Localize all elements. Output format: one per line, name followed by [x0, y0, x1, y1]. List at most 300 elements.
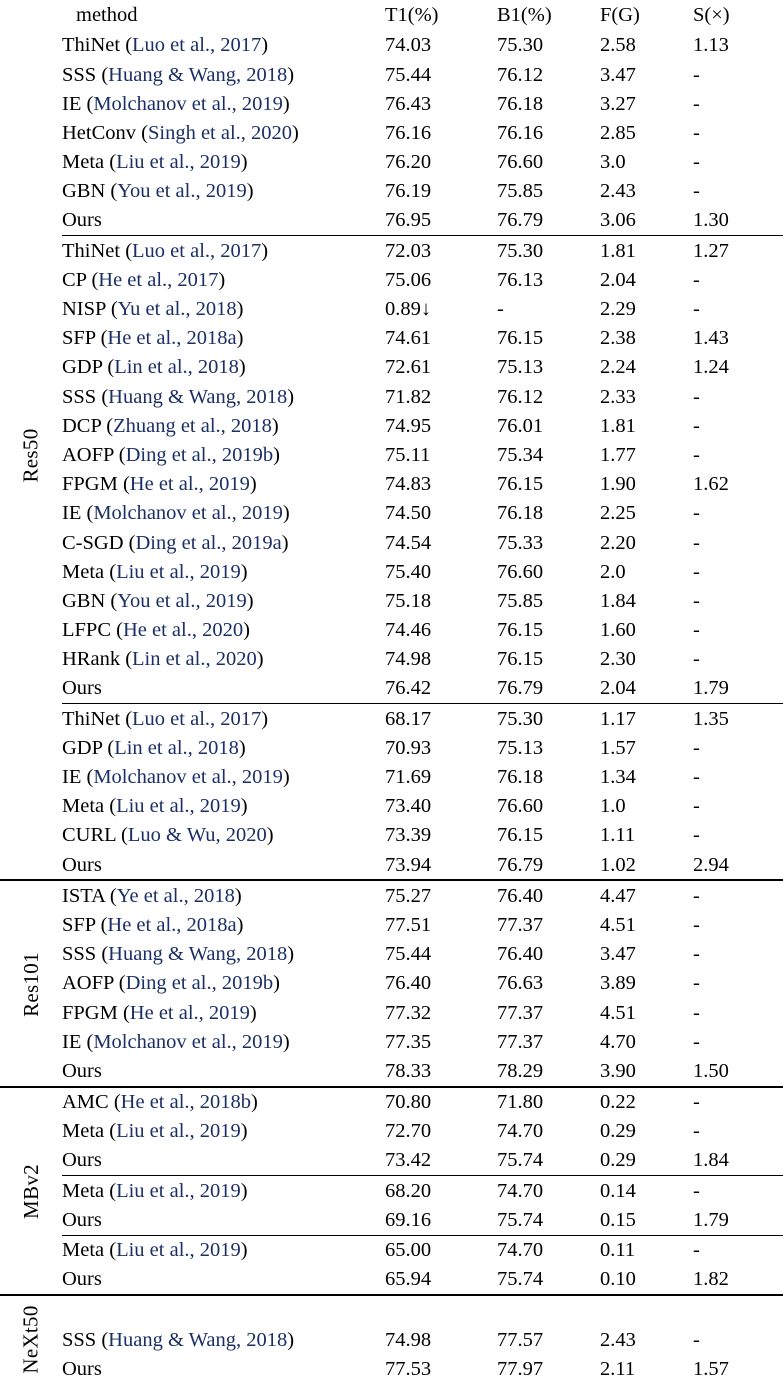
method-label: Ours	[62, 1208, 102, 1231]
citation-reference[interactable]: Liu et al., 2019	[116, 795, 241, 818]
citation-open-paren: (	[117, 1001, 130, 1024]
top1-accuracy: 77.35	[385, 1030, 432, 1053]
baseline-top1: 76.60	[497, 795, 544, 818]
citation-close-paren: )	[240, 1120, 248, 1143]
citation-reference[interactable]: Ding et al., 2019b	[125, 972, 274, 995]
method-label: FPGM	[62, 1001, 118, 1024]
flops-giga: 2.43	[600, 180, 636, 203]
citation-open-paren: (	[113, 972, 126, 995]
method-name	[62, 557, 385, 586]
method-label: SFP	[62, 327, 96, 350]
citation-open-paren: (	[123, 531, 136, 554]
citation-reference[interactable]: Molchanov et al., 2019	[93, 92, 283, 115]
group-label-text: MBv2	[18, 1163, 43, 1219]
citation-reference[interactable]: He et al., 2020	[122, 619, 244, 642]
speedup-factor: -	[693, 1239, 700, 1262]
table-row	[0, 499, 783, 528]
top1-accuracy	[385, 1296, 497, 1325]
method-label: ThiNet	[62, 707, 121, 730]
speedup-factor: 1.30	[693, 209, 729, 232]
citation-reference[interactable]: He et al., 2019	[129, 1001, 250, 1024]
flops-giga: 2.0	[600, 560, 626, 583]
method-name	[62, 969, 385, 998]
table-row	[0, 1296, 783, 1325]
table-row	[0, 353, 783, 382]
method-label: Ours	[62, 677, 102, 700]
speedup-factor: -	[693, 385, 700, 408]
citation-reference[interactable]: Luo et al., 2017	[132, 34, 262, 57]
flops-giga: 4.51	[600, 913, 636, 936]
citation-open-paren: (	[113, 443, 126, 466]
method-label: AOFP	[62, 972, 114, 995]
method-name	[62, 236, 385, 265]
flops-giga: 1.84	[600, 589, 636, 612]
citation-reference[interactable]: Liu et al., 2019	[116, 151, 241, 174]
citation-reference[interactable]: Ye et al., 2018	[116, 884, 235, 907]
top1-accuracy: 77.51	[385, 913, 432, 936]
citation-open-paren: (	[104, 151, 117, 174]
group-label-text: NeXt50	[18, 1305, 43, 1374]
baseline-top1: 76.18	[497, 502, 544, 525]
citation-open-paren: (	[95, 327, 108, 350]
method-label: Ours	[62, 209, 102, 232]
method-name	[62, 674, 385, 704]
citation-open-paren: (	[104, 795, 117, 818]
citation-close-paren: )	[246, 180, 254, 203]
baseline-top1: 76.18	[497, 92, 544, 115]
method-name	[62, 60, 385, 89]
citation-open-paren: (	[104, 1179, 117, 1202]
speedup-factor: 1.79	[693, 677, 729, 700]
table-row	[0, 1236, 783, 1265]
header-method: method	[76, 4, 138, 27]
method-name	[62, 1057, 385, 1087]
top1-accuracy: 74.03	[385, 34, 432, 57]
citation-close-paren: )	[261, 239, 269, 262]
baseline-top1	[497, 1296, 600, 1325]
group-label-cell	[0, 1057, 62, 1087]
top1-accuracy: 77.53	[385, 1357, 432, 1380]
method-name	[62, 353, 385, 382]
citation-reference[interactable]: He et al., 2018a	[107, 913, 237, 936]
speedup-factor: 1.24	[693, 356, 729, 379]
citation-close-paren: )	[282, 502, 290, 525]
table-row	[0, 295, 783, 324]
baseline-top1: 75.13	[497, 736, 544, 759]
citation-close-paren: )	[236, 327, 244, 350]
header-speedup: S(×)	[693, 4, 730, 27]
citation-close-paren: )	[266, 824, 274, 847]
group-label-cell	[0, 528, 62, 557]
table-head	[0, 0, 783, 31]
citation-close-paren: )	[249, 1001, 257, 1024]
flops-giga: 2.11	[600, 1357, 636, 1380]
speedup-factor: -	[693, 1091, 700, 1114]
baseline-top1: 77.37	[497, 1030, 544, 1053]
citation-reference[interactable]: Singh et al., 2020	[147, 121, 293, 144]
baseline-top1: 76.79	[497, 677, 544, 700]
group-label-cell	[0, 587, 62, 616]
table-row	[0, 587, 783, 616]
speedup-factor: -	[693, 531, 700, 554]
top1-accuracy: 72.03	[385, 239, 432, 262]
method-name	[62, 1354, 385, 1383]
method-label: Meta	[62, 1179, 105, 1202]
citation-open-paren: (	[108, 1091, 121, 1114]
method-name	[62, 850, 385, 880]
top1-accuracy: 73.94	[385, 853, 432, 876]
citation-close-paren: )	[271, 414, 279, 437]
citation-reference[interactable]: Molchanov et al., 2019	[93, 1030, 283, 1053]
top1-accuracy: 78.33	[385, 1059, 432, 1082]
group-label-cell	[0, 470, 62, 499]
group-label-cell	[0, 1206, 62, 1236]
table-row	[0, 1027, 783, 1056]
group-label-cell	[0, 353, 62, 382]
table-row	[0, 148, 783, 177]
top1-accuracy: 74.50	[385, 502, 432, 525]
baseline-top1: 76.60	[497, 560, 544, 583]
top1-accuracy: 70.93	[385, 736, 432, 759]
citation-reference[interactable]: Yu et al., 2018	[117, 298, 237, 321]
citation-reference[interactable]: Liu et al., 2019	[116, 1239, 241, 1262]
citation-open-paren: (	[120, 648, 133, 671]
speedup-factor: 1.27	[693, 239, 729, 262]
citation-reference[interactable]: Liu et al., 2019	[116, 560, 241, 583]
speedup-factor: 1.84	[693, 1149, 729, 1172]
top1-accuracy: 77.32	[385, 1001, 432, 1024]
citation-close-paren: )	[236, 913, 244, 936]
citation-open-paren: (	[81, 766, 94, 789]
speedup-factor: -	[693, 795, 700, 818]
citation-reference[interactable]: Lin et al., 2020	[132, 648, 257, 671]
speedup-factor: -	[693, 619, 700, 642]
group-label-cell	[0, 616, 62, 645]
citation-open-paren: (	[117, 473, 130, 496]
citation-reference[interactable]: Zhuang et al., 2018	[113, 414, 272, 437]
citation-reference[interactable]: You et al., 2019	[117, 180, 247, 203]
flops-giga: 2.33	[600, 385, 636, 408]
method-name	[62, 411, 385, 440]
group-label-cell	[0, 645, 62, 674]
table-row	[0, 1146, 783, 1176]
citation-close-paren: )	[282, 92, 290, 115]
group-label-cell	[0, 792, 62, 821]
method-label: Meta	[62, 151, 105, 174]
method-name	[62, 148, 385, 177]
table-row	[0, 704, 783, 733]
group-label-cell	[0, 148, 62, 177]
flops-giga: 0.14	[600, 1179, 636, 1202]
method-label: IE	[62, 502, 82, 525]
top1-accuracy: 73.39	[385, 824, 432, 847]
table-row	[0, 940, 783, 969]
speedup-factor: 1.13	[693, 34, 729, 57]
citation-close-paren: )	[246, 589, 254, 612]
flops-giga: 3.06	[600, 209, 636, 232]
table-row	[0, 31, 783, 60]
flops-giga: 1.90	[600, 473, 636, 496]
citation-reference[interactable]: Luo et al., 2017	[132, 239, 262, 262]
speedup-factor: 1.50	[693, 1059, 729, 1082]
flops-giga: 2.30	[600, 648, 636, 671]
flops-giga: 3.47	[600, 943, 636, 966]
citation-close-paren: )	[256, 648, 264, 671]
flops-giga: 0.29	[600, 1120, 636, 1143]
baseline-top1: 75.13	[497, 356, 544, 379]
citation-reference[interactable]: Huang & Wang, 2018	[108, 1328, 288, 1351]
citation-close-paren: )	[251, 1091, 258, 1114]
citation-open-paren: (	[104, 560, 117, 583]
citation-open-paren: (	[120, 34, 133, 57]
baseline-top1: 75.85	[497, 180, 544, 203]
method-name	[62, 382, 385, 411]
citation-close-paren: )	[287, 943, 295, 966]
method-label: CP	[62, 268, 87, 291]
group-label-cell	[0, 499, 62, 528]
method-name	[62, 616, 385, 645]
table-row	[0, 119, 783, 148]
citation-open-paren: (	[81, 502, 94, 525]
table-row	[0, 177, 783, 206]
baseline-top1: 76.15	[497, 327, 544, 350]
method-label: Meta	[62, 795, 105, 818]
method-name	[62, 704, 385, 733]
method-label: SSS	[62, 385, 97, 408]
group-label-cell	[0, 31, 62, 60]
citation-reference[interactable]: Liu et al., 2019	[116, 1179, 241, 1202]
baseline-top1: 76.63	[497, 972, 544, 995]
method-label: IE	[62, 766, 82, 789]
flops-giga: 4.70	[600, 1030, 636, 1053]
method-label: ISTA	[62, 884, 105, 907]
baseline-top1: 76.40	[497, 943, 544, 966]
method-name	[62, 1206, 385, 1236]
top1-accuracy: 74.61	[385, 327, 432, 350]
top1-accuracy: 74.98	[385, 1328, 432, 1351]
flops-giga: 2.24	[600, 356, 636, 379]
method-name	[62, 177, 385, 206]
flops-giga: 1.81	[600, 239, 636, 262]
group-label-cell	[0, 1265, 62, 1295]
table-row	[0, 1057, 783, 1087]
group-label-cell	[0, 1354, 62, 1383]
table-row	[0, 206, 783, 236]
baseline-top1: 75.34	[497, 443, 544, 466]
method-label: FPGM	[62, 473, 118, 496]
flops-giga	[600, 1296, 693, 1325]
citation-close-paren: )	[218, 268, 226, 291]
method-label: Meta	[62, 1239, 105, 1262]
group-label-cell	[0, 441, 62, 470]
top1-accuracy: 76.40	[385, 972, 432, 995]
baseline-top1: 78.29	[497, 1059, 544, 1082]
flops-giga: 0.22	[600, 1091, 636, 1114]
speedup-factor: -	[693, 560, 700, 583]
top1-accuracy: 75.40	[385, 560, 432, 583]
baseline-top1: 76.18	[497, 766, 544, 789]
flops-giga: 2.25	[600, 502, 636, 525]
group-label-cell	[0, 119, 62, 148]
baseline-top1: 76.01	[497, 414, 544, 437]
top1-accuracy: 74.54	[385, 531, 432, 554]
top1-accuracy: 76.20	[385, 151, 432, 174]
citation-open-paren: (	[136, 121, 148, 144]
citation-reference[interactable]: Luo et al., 2017	[132, 707, 262, 730]
method-name	[62, 734, 385, 763]
method-label: SSS	[62, 1328, 97, 1351]
group-label-cell	[0, 1088, 62, 1117]
citation-reference[interactable]: Lin et al., 2018	[114, 356, 239, 379]
table-row	[0, 557, 783, 586]
group-label-cell	[0, 177, 62, 206]
group-label-cell	[0, 206, 62, 236]
citation-reference[interactable]: Ding et al., 2019a	[135, 531, 282, 554]
group-label-cell	[0, 674, 62, 704]
flops-giga: 1.81	[600, 414, 636, 437]
speedup-factor: -	[693, 913, 700, 936]
baseline-top1: 74.70	[497, 1120, 544, 1143]
citation-reference[interactable]: He et al., 2018b	[120, 1091, 252, 1114]
table-row	[0, 324, 783, 353]
citation-close-paren: )	[292, 121, 299, 144]
speedup-factor: -	[693, 298, 700, 321]
header-row	[0, 0, 783, 31]
flops-giga: 1.60	[600, 619, 636, 642]
top1-accuracy: 65.00	[385, 1239, 432, 1262]
top1-accuracy: 73.40	[385, 795, 432, 818]
method-name	[62, 528, 385, 557]
method-label: GBN	[62, 589, 106, 612]
baseline-top1: 76.79	[497, 209, 544, 232]
citation-reference[interactable]: He et al., 2017	[98, 268, 219, 291]
top1-accuracy: 68.20	[385, 1179, 432, 1202]
citation-open-paren: (	[104, 1120, 117, 1143]
method-name	[62, 295, 385, 324]
citation-close-paren: )	[238, 356, 246, 379]
flops-giga: 1.77	[600, 443, 636, 466]
table-row	[0, 850, 783, 880]
group-label-text: Res50	[18, 428, 43, 483]
top1-accuracy: 0.89↓	[385, 298, 432, 321]
baseline-top1: 76.16	[497, 121, 544, 144]
method-label: IE	[62, 92, 82, 115]
citation-reference[interactable]: Luo & Wu, 2020	[127, 824, 267, 847]
speedup-factor: -	[693, 884, 700, 907]
speedup-factor: -	[693, 824, 700, 847]
citation-reference[interactable]: Ding et al., 2019b	[125, 443, 274, 466]
citation-reference[interactable]: Huang & Wang, 2018	[108, 385, 288, 408]
speedup-factor: 1.82	[693, 1268, 729, 1291]
method-label: IE	[62, 1030, 82, 1053]
top1-accuracy: 72.61	[385, 356, 432, 379]
table-row	[0, 1176, 783, 1205]
method-name	[62, 499, 385, 528]
top1-accuracy: 71.82	[385, 385, 432, 408]
citation-reference[interactable]: Lin et al., 2018	[114, 736, 239, 759]
group-label-cell	[0, 763, 62, 792]
group-label-cell	[0, 266, 62, 295]
group-label-cell	[0, 850, 62, 880]
citation-reference[interactable]: Liu et al., 2019	[116, 1120, 241, 1143]
header-flops: F(G)	[600, 4, 640, 27]
citation-reference[interactable]: Molchanov et al., 2019	[93, 766, 283, 789]
flops-giga: 0.15	[600, 1208, 636, 1231]
table-row	[0, 1088, 783, 1117]
method-label: HRank	[62, 648, 121, 671]
table-row	[0, 1265, 783, 1295]
flops-giga: 4.51	[600, 1001, 636, 1024]
citation-close-paren: )	[240, 795, 248, 818]
speedup-factor: 1.79	[693, 1208, 729, 1231]
speedup-factor: -	[693, 648, 700, 671]
group-label-cell	[0, 324, 62, 353]
method-name	[62, 940, 385, 969]
top1-accuracy: 72.70	[385, 1120, 432, 1143]
citation-close-paren: )	[234, 884, 242, 907]
top1-accuracy: 76.19	[385, 180, 432, 203]
baseline-top1: 75.30	[497, 239, 544, 262]
table-row	[0, 734, 783, 763]
baseline-top1: 75.85	[497, 589, 544, 612]
citation-reference[interactable]: Huang & Wang, 2018	[108, 943, 288, 966]
baseline-top1: 76.12	[497, 63, 544, 86]
speedup-factor: 2.94	[693, 853, 729, 876]
flops-giga: 2.04	[600, 268, 636, 291]
method-name	[62, 119, 385, 148]
baseline-top1: 76.40	[497, 884, 544, 907]
flops-giga: 1.11	[600, 824, 636, 847]
flops-giga: 1.34	[600, 766, 636, 789]
baseline-top1: 76.15	[497, 648, 544, 671]
citation-reference[interactable]: He et al., 2019	[129, 473, 250, 496]
citation-open-paren: (	[104, 1239, 117, 1262]
baseline-top1: 74.70	[497, 1239, 544, 1262]
top1-accuracy: 65.94	[385, 1268, 432, 1291]
flops-giga: 1.17	[600, 707, 636, 730]
citation-reference[interactable]: Molchanov et al., 2019	[93, 502, 283, 525]
top1-accuracy: 74.46	[385, 619, 432, 642]
baseline-top1: 77.37	[497, 913, 544, 936]
citation-open-paren: (	[102, 356, 115, 379]
method-label: GDP	[62, 736, 103, 759]
method-label: Ours	[62, 1149, 102, 1172]
top1-accuracy: 75.27	[385, 884, 432, 907]
top1-accuracy: 76.16	[385, 121, 432, 144]
citation-close-paren: )	[282, 1030, 290, 1053]
citation-reference[interactable]: Huang & Wang, 2018	[108, 63, 288, 86]
speedup-factor: -	[693, 1179, 700, 1202]
table-row	[0, 236, 783, 265]
baseline-top1: 74.70	[497, 1179, 544, 1202]
speedup-factor: -	[693, 63, 700, 86]
method-name	[62, 763, 385, 792]
citation-reference[interactable]: He et al., 2018a	[107, 327, 237, 350]
top1-accuracy: 71.69	[385, 766, 432, 789]
method-name	[62, 441, 385, 470]
citation-reference[interactable]: You et al., 2019	[117, 589, 247, 612]
speedup-factor: 1.35	[693, 707, 729, 730]
group-label-cell	[0, 1296, 62, 1325]
citation-close-paren: )	[236, 298, 244, 321]
top1-accuracy: 75.11	[385, 443, 431, 466]
method-label: DCP	[62, 414, 102, 437]
group-label-cell	[0, 1027, 62, 1056]
speedup-factor: -	[693, 1001, 700, 1024]
method-label: GBN	[62, 180, 106, 203]
method-name	[62, 645, 385, 674]
top1-accuracy: 74.83	[385, 473, 432, 496]
